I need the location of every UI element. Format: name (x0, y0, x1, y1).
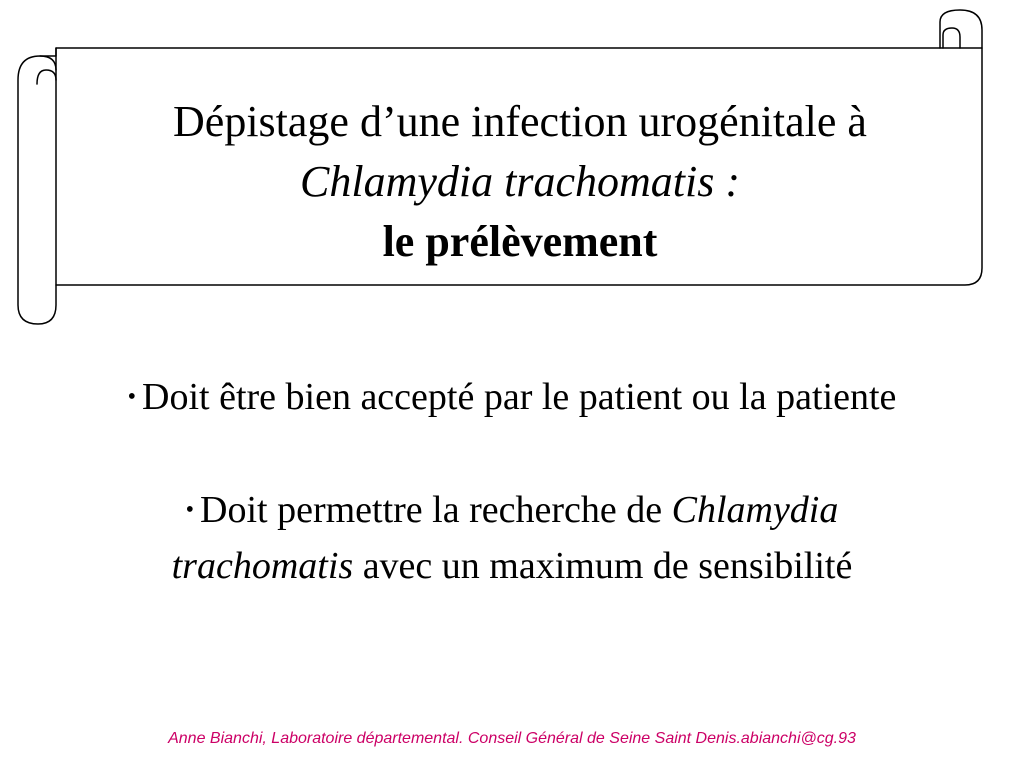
bullet-item-1-text: Doit être bien accepté par le patient ou la patiente (142, 376, 897, 418)
title-line-2: Chlamydia trachomatis : (300, 157, 740, 206)
bullet-item-2-text-part2: avec un maximum de sensibilité (353, 545, 853, 587)
scroll-curl-left-top-edge (40, 48, 56, 56)
bullet-item-2 (60, 482, 964, 594)
bullet-item-1 (0, 372, 1024, 422)
title-line-1: Dépistage d’une infection urogénitale à (173, 97, 867, 146)
bullet-item-2-italic-2: trachomatis (171, 545, 354, 587)
scroll-curl-left-inner (37, 70, 56, 84)
bullet-item-2-italic-1: Chlamydia (671, 489, 839, 531)
bullet-item-2-text-part1: Doit permettre la recherche de (200, 489, 672, 531)
bullet-marker: • (127, 384, 137, 410)
title-line-3: le prélèvement (382, 217, 658, 266)
scroll-curl-left (18, 56, 56, 324)
bullet-marker: • (185, 497, 195, 523)
slide-title (60, 92, 980, 272)
footer-credit: Anne Bianchi, Laboratoire départemental. Conseil Général de Seine Saint Denis.abianchi@cg.93 (168, 730, 856, 747)
scroll-curl-top-right-inner (943, 28, 960, 48)
